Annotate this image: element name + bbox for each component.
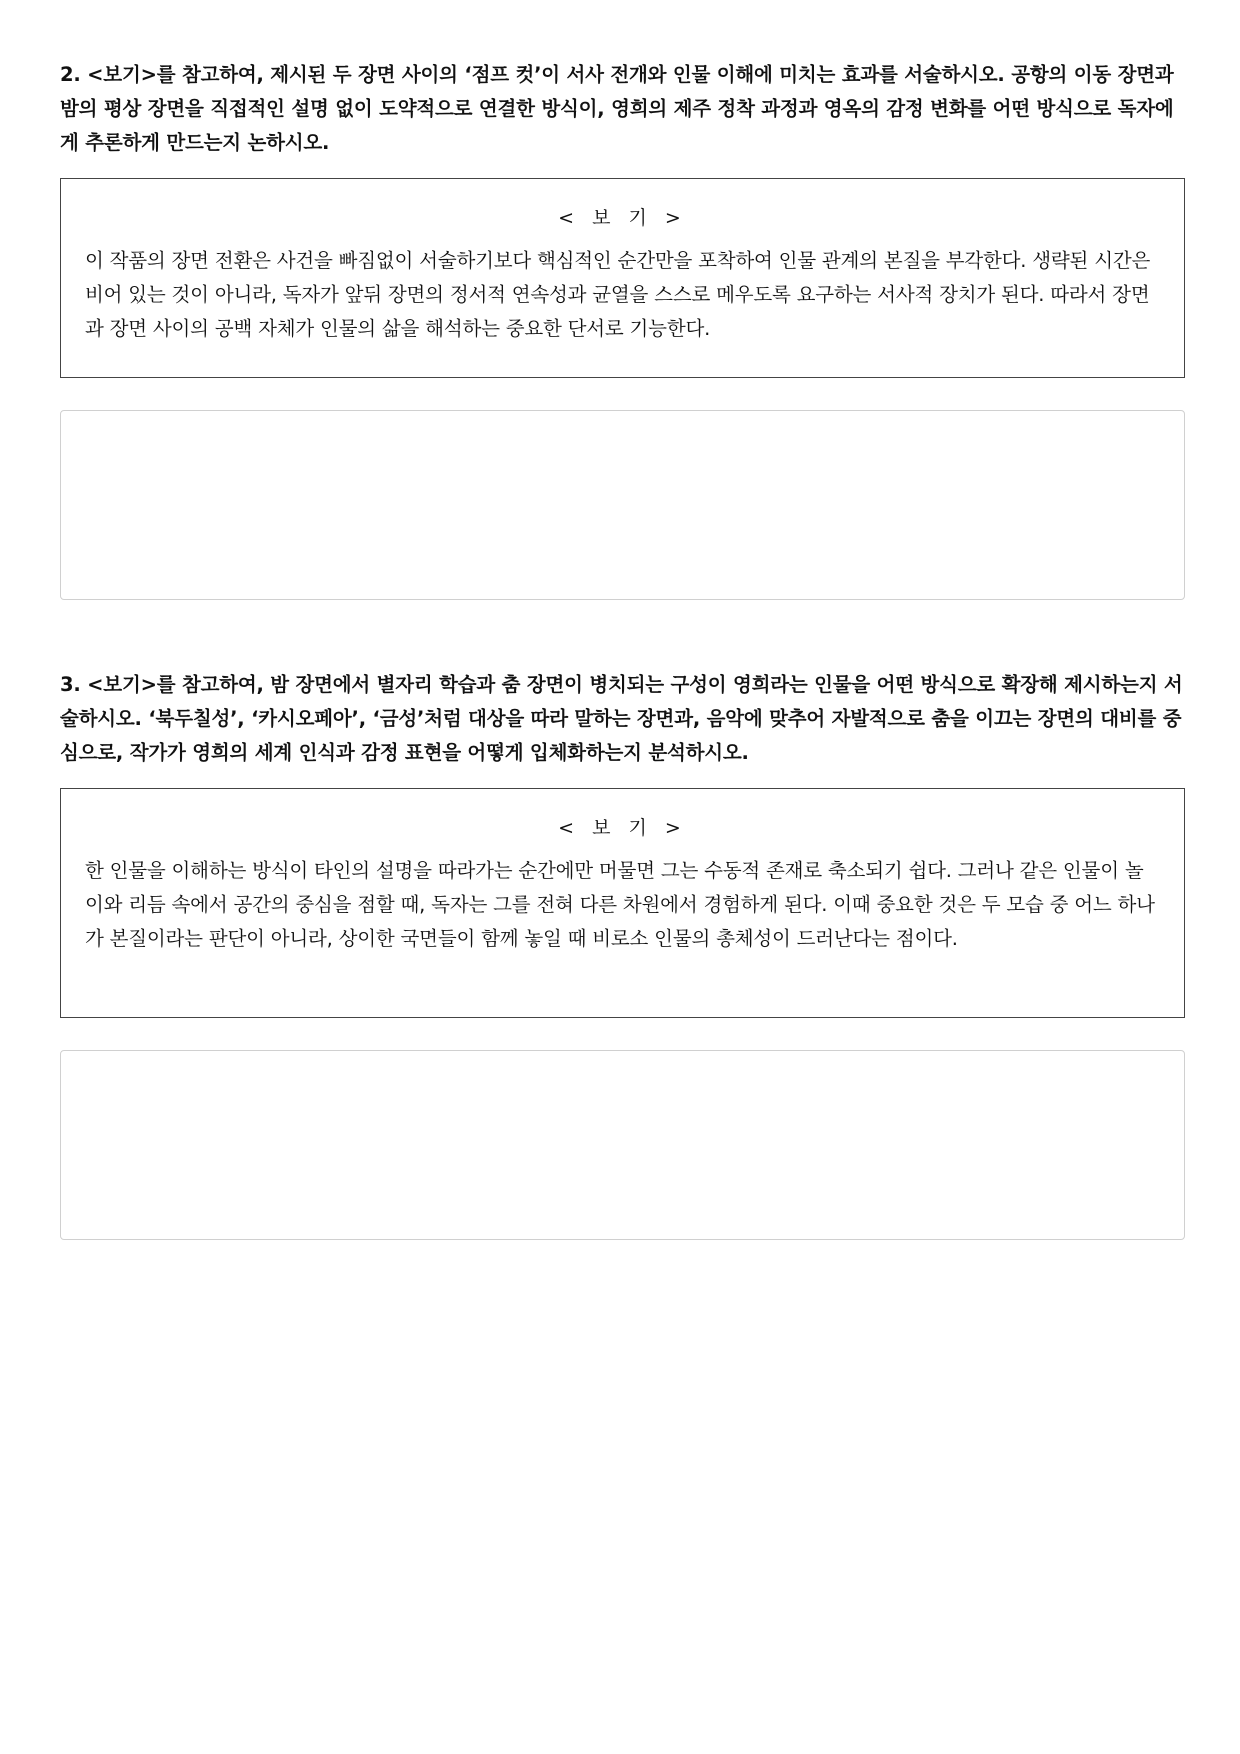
question-3-answer-box[interactable] (60, 1050, 1185, 1240)
question-3-prompt: 3. <보기>를 참고하여, 밤 장면에서 별자리 학습과 춤 장면이 병치되는 구성이 영희라는 인물을 어떤 방식으로 확장해 제시하는지 서술하시오. ‘북두칠성’, ‘카시오페아’, ‘금성’처럼 대상을 따라 말하는 장면과, 음악에 맞추어 자발적으로 춤을 이끄는 장면의 대비를 중심으로, 작가가 영희의 세계 인식과 감정 표현을 어떻게 입체화하는지 분석하시오. (60, 673, 1183, 764)
question-2 (60, 58, 1185, 600)
question-2-bogi-box (60, 178, 1185, 378)
question-2-bogi-title: < 보 기 > (558, 207, 687, 229)
question-3-bogi-text: 한 인물을 이해하는 방식이 타인의 설명을 따라가는 순간에만 머물면 그는 수동적 존재로 축소되기 쉽다. 그러나 같은 인물이 놀이와 리듬 속에서 공간의 중심을 점할 때, 독자는 그를 전혀 다른 차원에서 경험하게 된다. 이때 중요한 것은 두 모습 중 어느 하나가 본질이라는 판단이 아니라, 상이한 국면들이 함께 놓일 때 비로소 인물의 총체성이 드러난다는 점이다. (85, 859, 1155, 950)
question-3 (60, 668, 1185, 1240)
question-2-answer-box[interactable] (60, 410, 1185, 600)
question-2-prompt: 2. <보기>를 참고하여, 제시된 두 장면 사이의 ‘점프 컷’이 서사 전개와 인물 이해에 미치는 효과를 서술하시오. 공항의 이동 장면과 밤의 평상 장면을 직접적인 설명 없이 도약적으로 연결한 방식이, 영희의 제주 정착 과정과 영옥의 감정 변화를 어떤 방식으로 독자에게 추론하게 만드는지 논하시오. (60, 63, 1174, 154)
worksheet-page (60, 58, 1185, 1240)
question-2-bogi-text: 이 작품의 장면 전환은 사건을 빠짐없이 서술하기보다 핵심적인 순간만을 포착하여 인물 관계의 본질을 부각한다. 생략된 시간은 비어 있는 것이 아니라, 독자가 앞뒤 장면의 정서적 연속성과 균열을 스스로 메우도록 요구하는 서사적 장치가 된다. 따라서 장면과 장면 사이의 공백 자체가 인물의 삶을 해석하는 중요한 단서로 기능한다. (85, 249, 1151, 340)
question-3-bogi-box (60, 788, 1185, 1018)
question-3-bogi-title: < 보 기 > (558, 817, 687, 839)
